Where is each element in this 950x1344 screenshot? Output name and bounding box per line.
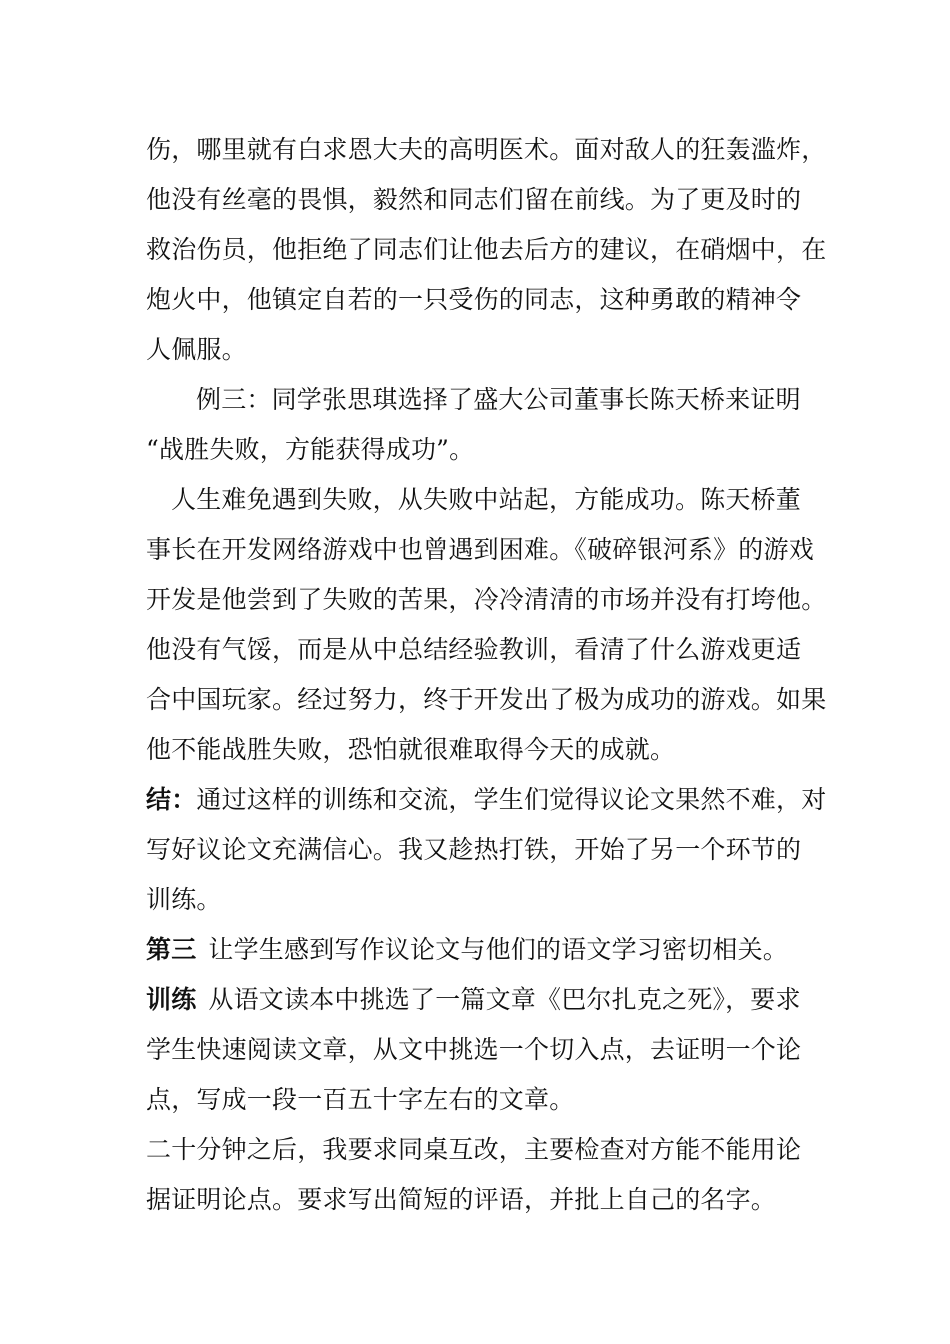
paragraph-line: 训练。	[146, 885, 222, 914]
paragraph-line: 开发是他尝到了失败的苦果，冷冷清清的市场并没有打垮他。	[146, 585, 827, 614]
paragraph-line: 事长在开发网络游戏中也曾遇到困难。《破碎银河系》的游戏	[146, 535, 814, 564]
paragraph-line: 人佩服。	[146, 335, 247, 364]
paragraph-line: 他不能战胜失败，恐怕就很难取得今天的成就。	[146, 735, 676, 764]
example-three-line: 例三：同学张思琪选择了盛大公司董事长陈天桥来证明	[196, 385, 801, 414]
training-line	[146, 983, 801, 1017]
paragraph-line: 人生难免遇到失败，从失败中站起，方能成功。陈天桥董	[171, 485, 802, 514]
paragraph-line: 学生快速阅读文章，从文中挑选一个切入点，去证明一个论	[146, 1035, 802, 1064]
paragraph-line: 合中国玩家。经过努力，终于开发出了极为成功的游戏。如果	[146, 685, 827, 714]
paragraph-line: 二十分钟之后，我要求同桌互改，主要检查对方能不能用论	[146, 1135, 802, 1164]
training-label: 训练	[146, 985, 197, 1014]
paragraph-line: 救治伤员，他拒绝了同志们让他去后方的建议，在硝烟中，在	[146, 235, 827, 264]
training-text: 从语文读本中挑选了一篇文章《巴尔扎克之死》，要求	[208, 985, 801, 1014]
example-three-line: “战胜失败，方能获得成功”。	[146, 435, 475, 464]
part-three-label: 第三	[146, 935, 197, 964]
conclusion-text: 通过这样的训练和交流，学生们觉得议论文果然不难，对	[196, 785, 827, 814]
paragraph-line: 据证明论点。要求写出简短的评语，并批上自己的名字。	[146, 1185, 777, 1214]
paragraph-line: 点，写成一段一百五十字左右的文章。	[146, 1085, 575, 1114]
conclusion-line	[146, 783, 826, 817]
paragraph-line: 他没有丝毫的畏惧，毅然和同志们留在前线。为了更及时的	[146, 185, 802, 214]
paragraph-line: 炮火中，他镇定自若的一只受伤的同志，这种勇敢的精神令	[146, 285, 802, 314]
conclusion-label: 结：	[146, 785, 197, 814]
paragraph-line: 他没有气馁，而是从中总结经验教训，看清了什么游戏更适	[146, 635, 802, 664]
part-three-line	[146, 933, 788, 967]
paragraph-line: 写好议论文充满信心。我又趁热打铁，开始了另一个环节的	[146, 835, 802, 864]
paragraph-line: 伤，哪里就有白求恩大夫的高明医术。面对敌人的狂轰滥炸，	[146, 135, 827, 164]
part-three-text: 让学生感到写作议论文与他们的语文学习密切相关。	[208, 935, 789, 964]
